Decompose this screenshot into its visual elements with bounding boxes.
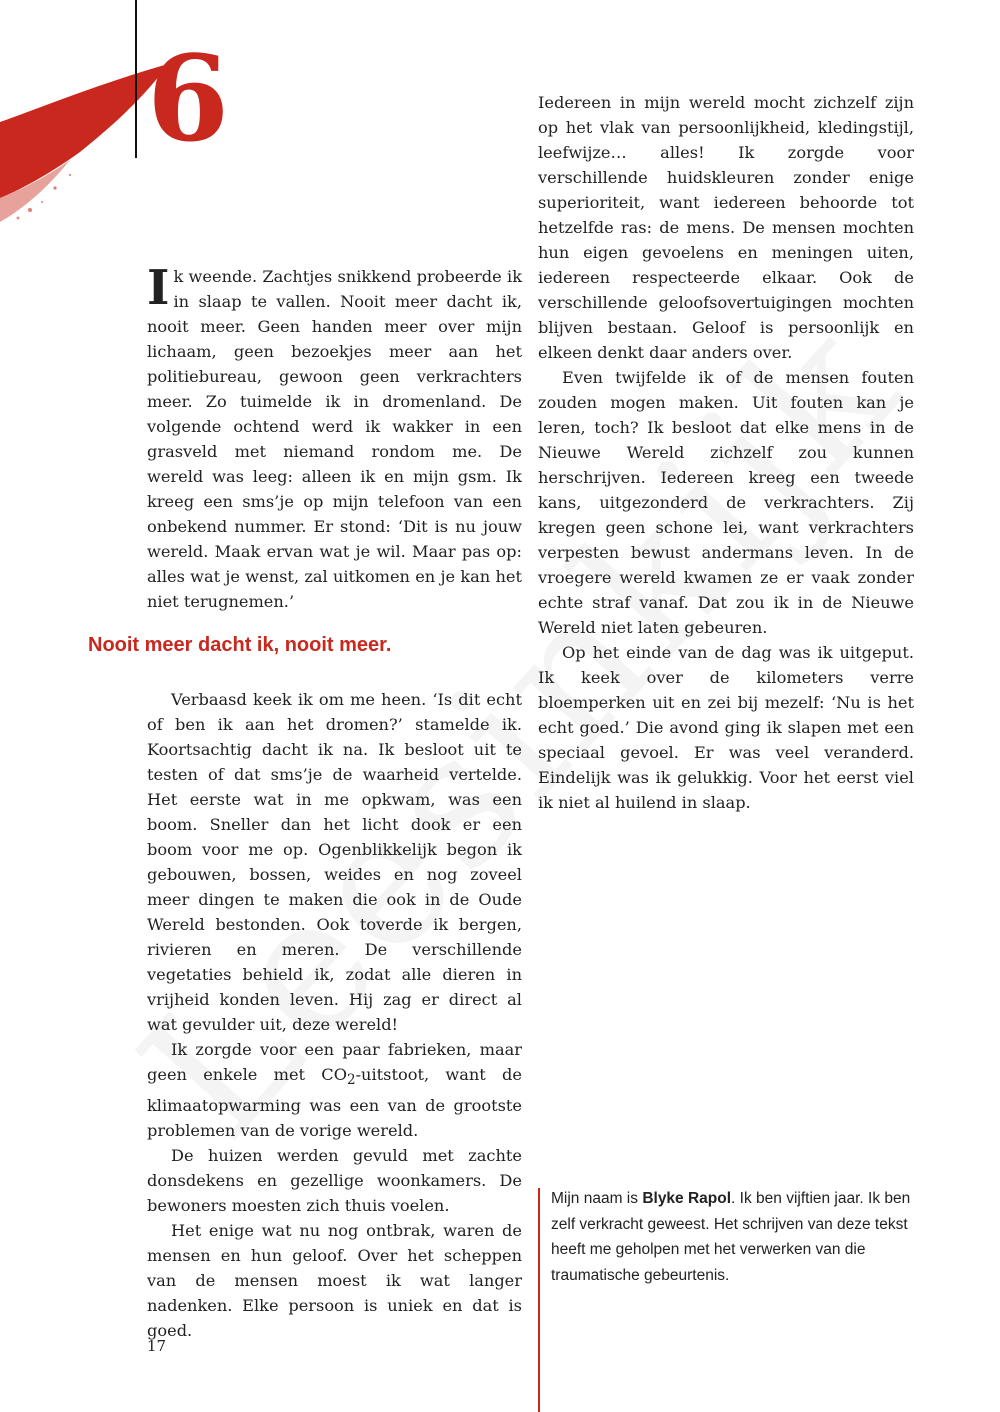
story-paragraph: De huizen werden gevuld met zachte donsdekens en gezellige woonkamers. De bewoners moesten zich thuis voelen. xyxy=(147,1146,522,1216)
story-paragraph: Het enige wat nu nog ontbrak, waren de mensen en hun geloof. Over het scheppen van de mensen moest ik wat langer nadenken. Elke persoon is uniek en dat is goed. xyxy=(147,1221,522,1341)
story-left-column xyxy=(147,687,522,1343)
story-paragraph: Ik zorgde voor een paar fabrieken, maar geen enkele met $CO_2$-uitstoot, want de klimaatopwarming was een van de grootste problemen van de vorige wereld. xyxy=(147,1040,522,1141)
pull-quote: Nooit meer dacht ik, nooit meer. xyxy=(88,634,392,656)
story-paragraph: Op het einde van de dag was ik uitgeput. Ik keek over de kilometers verre bloemperken uit en zei bij mezelf: ‘Nu is het echt goed.’ Die avond ging ik slapen met een speciaal gevoel. Er was veel veranderd. Eindelijk was ik gelukkig. Voor het eerst viel ik niet al huilend in slaap. xyxy=(538,643,914,812)
intro-paragraph xyxy=(147,260,522,614)
intro-text: k weende. Zachtjes snikkend probeerde ik in slaap te vallen. Nooit meer dacht ik, nooit meer. Geen handen meer over mijn lichaam, geen bezoekjes meer aan het politiebureau, gewoon geen verkrachters meer. Zo tuimelde ik in dromenland. De volgende ochtend werd ik wakker in een grasveld met niemand rondom me. De wereld was leeg: alleen ik en mijn gsm. Ik kreeg een sms’je op mijn telefoon van een onbekend nummer. Er stond: ‘Dit is nu jouw wereld. Maak ervan wat je wil. Maar pas op: alles wat je wenst, zal uitkomen en je kan het niet terugnemen.’ xyxy=(147,267,522,611)
story-intro-column xyxy=(147,260,522,614)
author-bio: Mijn naam is Blyke Rapol. Ik ben vijftien jaar. Ik ben zelf verkracht geweest. Het schrijven van deze tekst heeft me geholpen met het verwerken van die traumatische gebeurtenis. xyxy=(551,1190,911,1284)
chapter-number: 6 xyxy=(147,29,230,168)
dropcap-letter: I xyxy=(147,260,170,316)
bio-accent-line xyxy=(538,1188,540,1412)
story-paragraph: Even twijfelde ik of de mensen fouten zouden mogen maken. Uit fouten kan je leren, toch? Ik besloot dat elke mens in de Nieuwe Wereld zichzelf zou kunnen herschrijven. Iedereen kreeg een tweede kans, uitgezonderd de verkrachters. Zij kregen geen schone lei, want verkrachters verpesten bewust andermans leven. In de vroegere wereld kwamen ze er vaak zonder echte straf vanaf. Dat zou ik in de Nieuwe Wereld niet laten gebeuren. xyxy=(538,368,914,637)
story-right-column xyxy=(538,90,914,815)
chapter-divider-line xyxy=(135,0,137,158)
page-number: 17 xyxy=(147,1337,167,1355)
story-paragraph: Verbaasd keek ik om me heen. ‘Is dit echt of ben ik aan het dromen?’ stamelde ik. Koortsachtig dacht ik na. Ik besloot uit te testen of dat sms’je de waarheid vertelde. Het eerste wat in me opkwam, was een boom. Sneller dan het licht dook er een boom voor me op. Ogenblikkelijk begon ik gebouwen, bossen, weides en nog zoveel meer dingen te maken die ook in de Oude Wereld bestonden. Ook toverde ik bergen, rivieren en meren. De verschillende vegetaties behield ik, zodat alle dieren in vrijheid konden leven. Hij zag er direct al wat gevulder uit, deze wereld! xyxy=(147,690,522,1034)
author-name: Blyke Rapol xyxy=(642,1190,732,1207)
story-paragraph: Iedereen in mijn wereld mocht zichzelf zijn op het vlak van persoonlijkheid, kledingstijl, leefwijze… alles! Ik zorgde voor verschillende huidskleuren zonder enige superioriteit, want iedereen behoorde tot hetzelfde ras: de mens. De mensen mochten hun eigen gevoelens en meningen uiten, iedereen respecteerde elkaar. Ook de verschillende geloofsovertuigingen mochten blijven bestaan. Geloof is persoonlijk en elkeen denkt daar anders over. xyxy=(538,93,914,362)
